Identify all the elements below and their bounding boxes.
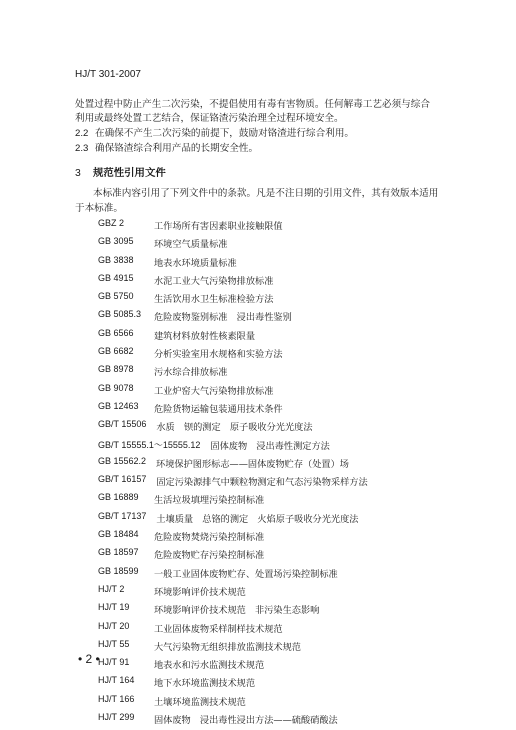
reference-code: HJ/T 164: [98, 675, 135, 686]
reference-code: GB 16889: [98, 492, 139, 503]
reference-item: [98, 547, 368, 565]
reference-item: [98, 456, 368, 474]
reference-code: GB 9078: [98, 382, 134, 393]
page-number: • 2 •: [78, 652, 100, 666]
intro-line-2: 利用或最终处置工艺结合，保证铬渣污染治理全过程环境安全。: [75, 113, 344, 124]
reference-code: HJ/T 91: [98, 657, 130, 668]
reference-title: 地表水环境质量标准: [154, 257, 237, 269]
reference-title: 危险货物运输包装通用技术条件: [154, 403, 283, 415]
reference-code: GB 3095: [98, 236, 134, 247]
reference-item: [98, 566, 368, 584]
reference-title: 大气污染物无组织排放监测技术规范: [154, 641, 301, 653]
reference-code: GB 18599: [98, 565, 139, 576]
clause-number: 2.2: [75, 128, 89, 139]
reference-code: GB 15562.2: [98, 455, 147, 466]
reference-item: [98, 401, 368, 419]
reference-code: HJ/T 55: [98, 638, 130, 649]
section-number: 3: [75, 168, 81, 179]
reference-title: 环境空气质量标准: [154, 239, 228, 251]
reference-code: GB/T 17137: [98, 510, 147, 521]
reference-code: GBZ 2: [98, 218, 125, 228]
clause-text: 确保铬渣综合利用产品的长期安全性。: [95, 143, 259, 154]
reference-title: 危险废物焚烧污染控制标准: [154, 532, 265, 544]
reference-code: HJ/T 166: [98, 693, 135, 704]
reference-item: [98, 346, 368, 364]
reference-item: [98, 675, 368, 693]
reference-title: 工作场所有害因素职业接触限值: [154, 221, 283, 232]
intro-line-1: 处置过程中防止产生二次污染，不提倡使用有毒有害物质。任何解毒工艺必须与综合: [75, 99, 430, 110]
reference-title: 生活饮用水卫生标准检验方法: [154, 294, 274, 306]
reference-title: 水泥工业大气污染物排放标准: [154, 275, 274, 287]
reference-item: [98, 419, 368, 437]
reference-code: HJ/T 20: [98, 620, 130, 631]
reference-title: 工业固体废物采样制样技术规范: [154, 623, 283, 635]
reference-item: [98, 584, 368, 602]
reference-item: [98, 657, 368, 675]
section-title: 规范性引用文件: [93, 168, 166, 179]
reference-code: HJ/T 19: [98, 602, 130, 613]
reference-item: [98, 364, 368, 382]
reference-item: [98, 383, 368, 401]
reference-title: 一般工业固体废物贮存、处置场污染控制标准: [154, 568, 338, 580]
reference-item: [98, 694, 368, 712]
reference-title: 工业炉窑大气污染物排放标准: [154, 385, 274, 397]
reference-item: [98, 621, 368, 639]
section-intro-paragraph: 本标准内容引用了下列文件中的条款。凡是不注日期的引用文件，其有效版本适用于本标准。: [75, 188, 439, 214]
reference-title: 环境保护图形标志——固体废物贮存（处置）场: [156, 458, 349, 470]
reference-code: GB/T 15506: [98, 419, 147, 430]
reference-item: [98, 328, 368, 346]
reference-title: 危险废物鉴别标准 浸出毒性鉴别: [154, 312, 292, 324]
reference-item: [98, 218, 368, 236]
reference-item: [98, 255, 368, 273]
reference-title: 水质 钡的测定 原子吸收分光光度法: [156, 422, 313, 434]
section-heading: [75, 164, 166, 179]
reference-code: GB 12463: [98, 400, 139, 411]
reference-code: GB 3838: [98, 254, 134, 265]
reference-code: HJ/T 299: [98, 712, 135, 723]
reference-item: [98, 309, 368, 327]
reference-code: GB 6682: [98, 346, 134, 357]
reference-code: GB 18484: [98, 529, 139, 540]
reference-item: [98, 273, 368, 291]
reference-title: 土壤质量 总铬的测定 火焰原子吸收分光光度法: [156, 513, 359, 525]
reference-title: 固体废物 浸出毒性测定方法: [210, 440, 330, 452]
reference-code: GB 4915: [98, 272, 134, 283]
reference-code: HJ/T 2: [98, 583, 125, 594]
reference-item: [98, 602, 368, 620]
reference-code: GB 18597: [98, 547, 139, 558]
reference-code: GB/T 15555.1～15555.12: [98, 439, 201, 450]
reference-title: 固体废物 浸出毒性浸出方法——硫酸硝酸法: [154, 715, 338, 727]
reference-item: [98, 236, 368, 254]
reference-title: 环境影响评价技术规范 非污染生态影响: [154, 605, 320, 617]
reference-title: 土壤环境监测技术规范: [154, 696, 246, 708]
reference-item: [98, 438, 368, 456]
reference-title: 分析实验室用水规格和实验方法: [154, 349, 283, 361]
reference-item: [98, 529, 368, 547]
clause-text: 在确保不产生二次污染的前提下，鼓励对铬渣进行综合利用。: [95, 128, 355, 139]
clause-2-3: [75, 142, 258, 156]
reference-title: 生活垃圾填埋污染控制标准: [154, 495, 265, 507]
reference-title: 污水综合排放标准: [154, 367, 228, 379]
reference-item: [98, 639, 368, 657]
reference-item: [98, 492, 368, 510]
reference-code: GB 5750: [98, 291, 134, 302]
reference-code: GB/T 16157: [98, 474, 147, 485]
reference-title: 危险废物贮存污染控制标准: [154, 550, 265, 562]
clause-number: 2.3: [75, 143, 89, 154]
clause-2-2: [75, 127, 354, 141]
reference-title: 环境影响评价技术规范: [154, 586, 246, 598]
reference-code: GB 5085.3: [98, 309, 142, 320]
reference-list: [98, 218, 368, 730]
reference-title: 地下水环境监测技术规范: [154, 678, 256, 690]
reference-item: [98, 474, 368, 492]
reference-title: 建筑材料放射性核素限量: [154, 330, 256, 342]
reference-title: 固定污染源排气中颗粒物测定和气态污染物采样方法: [156, 477, 368, 489]
reference-code: GB 6566: [98, 327, 134, 338]
reference-item: [98, 511, 368, 529]
reference-item: [98, 291, 368, 309]
reference-item: [98, 712, 368, 730]
document-header: HJ/T 301-2007: [75, 69, 141, 80]
reference-title: 地表水和污水监测技术规范: [154, 660, 265, 672]
reference-code: GB 8978: [98, 364, 134, 375]
